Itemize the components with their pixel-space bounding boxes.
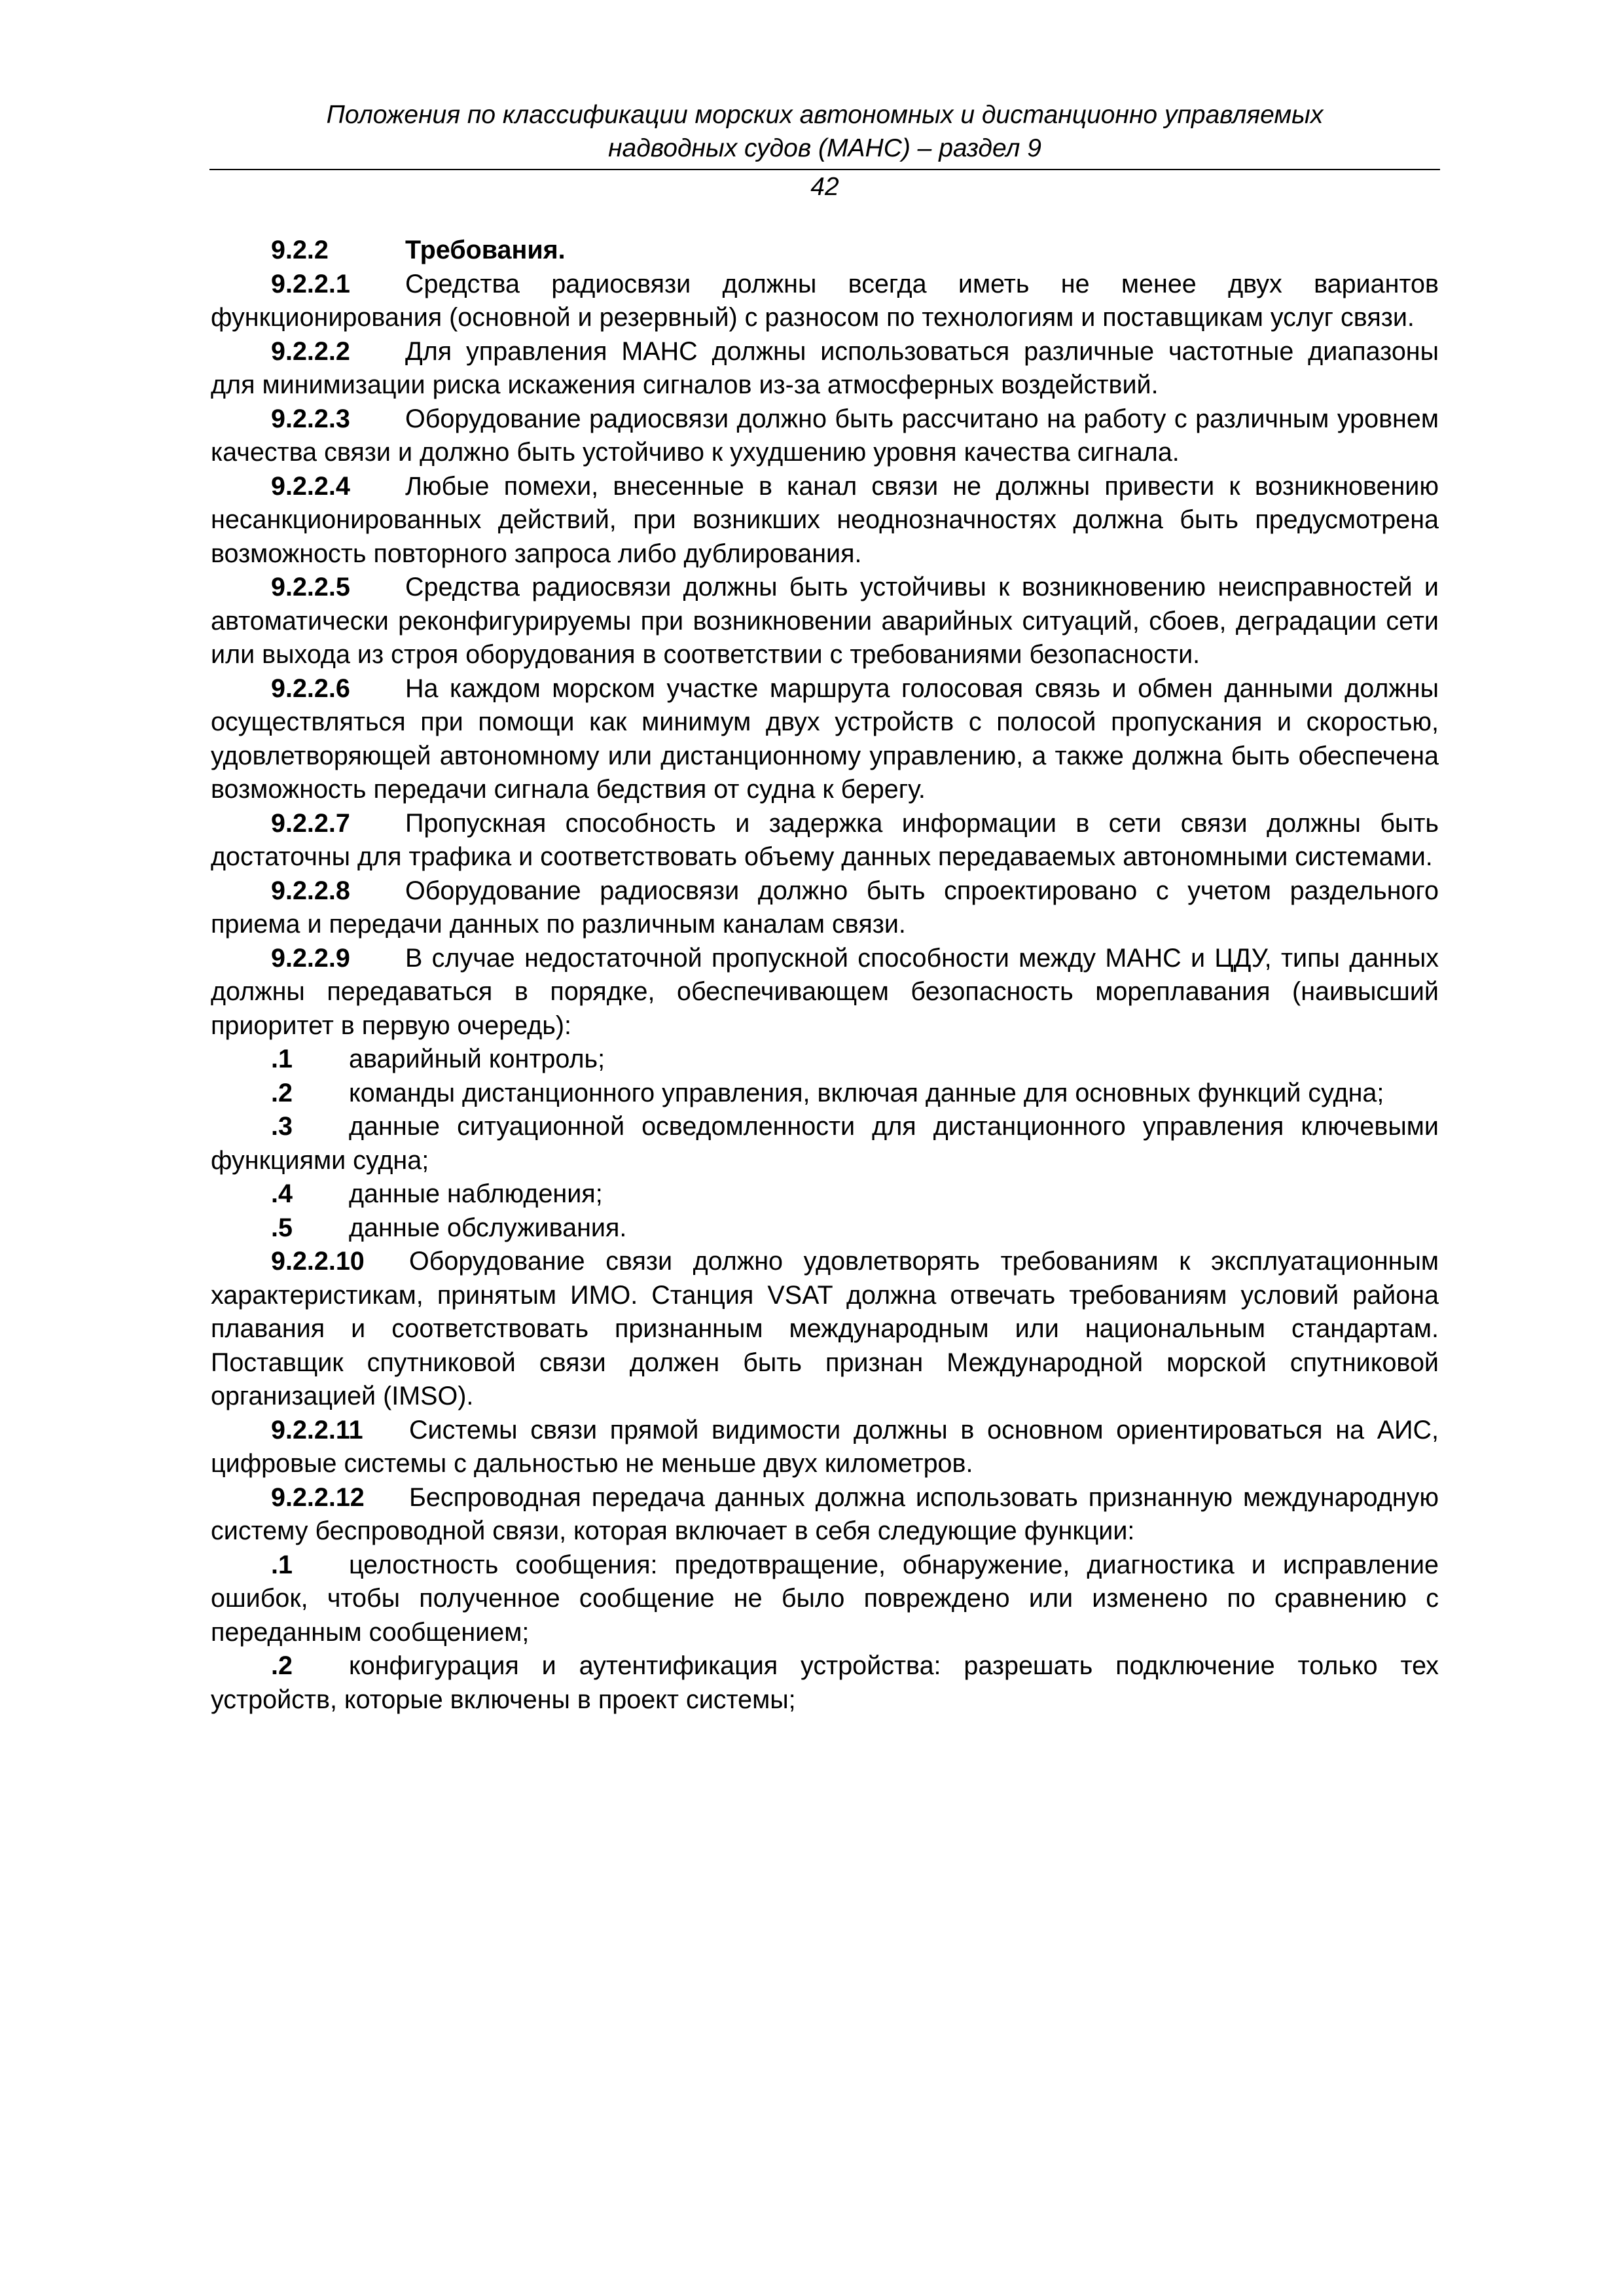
clause-number: 9.2.2.8 [271,876,350,905]
clause-text: Беспроводная передача данных должна использовать признанную международную систему беспроводной связи, которая включает в себя следующие функции: [211,1482,1439,1545]
paragraph-9-2-2-2 [211,335,1439,403]
list-number: .1 [271,1045,293,1073]
list-item [211,1077,1439,1111]
page-number: 42 [810,173,839,201]
list-item [211,1110,1439,1177]
clause-text: Средства радиосвязи должны всегда иметь не менее двух вариантов функционирования (основной и резервный) с разносом по технологиям и поставщикам услуг связи. [211,269,1439,332]
list-item [211,1649,1439,1717]
paragraph-9-2-2-8 [211,874,1439,942]
clause-text: В случае недостаточной пропускной способности между МАНС и ЦДУ, типы данных должны передаваться в порядке, обеспечивающем безопасность мореплавания (наивысший приоритет в первую очередь): [211,943,1439,1040]
clause-number: 9.2.2.3 [271,404,350,433]
clause-text: Системы связи прямой видимости должны в основном ориентироваться на АИС, цифровые системы с дальностью не меньше двух километров. [211,1415,1439,1478]
clause-number: 9.2.2.12 [271,1482,365,1512]
clause-text: Пропускная способность и задержка информации в сети связи должны быть достаточны для трафика и соответствовать объему данных передаваемых автономными системами. [211,808,1439,871]
list-number: .2 [271,1078,293,1107]
paragraph-9-2-2-7 [211,807,1439,874]
list-number: .4 [271,1179,293,1208]
paragraph-9-2-2-6 [211,672,1439,807]
clause-number: 9.2.2.5 [271,573,350,601]
list-item [211,1043,1439,1077]
paragraph-9-2-2-5 [211,571,1439,672]
paragraph-9-2-2-4 [211,470,1439,571]
clause-text: Оборудование связи должно удовлетворять требованиям к эксплуатационным характеристикам, принятым ИМО. Станция VSAT должна отвечать требованиям условий района плавания и соответствовать признанным международным или национальным стандартам. Поставщик спутниковой связи должен быть признан Международной морской спутниковой организацией (IMSO). [211,1247,1439,1410]
list-number: .5 [271,1213,293,1242]
paragraph-9-2-2-9 [211,942,1439,1043]
clause-number: 9.2.2.4 [271,471,350,501]
clause-number: 9.2.2.1 [271,269,350,298]
section-title: Требования. [405,236,566,264]
list-item [211,1211,1439,1246]
clause-text: На каждом морском участке маршрута голосовая связь и обмен данными должны осуществляться при помощи как минимум двух устройств с полосой пропускания и скоростью, удовлетворяющей автономному или дистанционному управлению, а также должна быть обеспечена возможность передачи сигнала бедствия от судна к берегу. [211,673,1439,804]
list-text: данные обслуживания. [349,1213,627,1242]
list-text: целостность сообщения: предотвращение, обнаружение, диагностика и исправление ошибок, чтобы полученное сообщение не было повреждено или изменено по сравнению с переданным сообщением; [211,1550,1439,1647]
section-heading [211,234,1439,268]
clause-number: 9.2.2.2 [271,336,350,366]
page-body [211,234,1439,1717]
clause-text: Средства радиосвязи должны быть устойчивы к возникновению неисправностей и автоматически реконфигурируемы при возникновении аварийных ситуаций, сбоев, деградации сети или выхода из строя оборудования в соответствии с требованиями безопасности. [211,573,1439,669]
clause-text: Любые помехи, внесенные в канал связи не должны привести к возникновению несанкционированных действий, при возникших неоднозначностях должна быть предусмотрена возможность повторного запроса либо дублирования. [211,471,1439,568]
list-item [211,1177,1439,1211]
paragraph-9-2-2-12 [211,1481,1439,1549]
list-number: .2 [271,1651,293,1680]
section-number: 9.2.2 [271,236,329,264]
list-text: данные ситуационной осведомленности для дистанционного управления ключевыми функциями судна; [211,1112,1439,1175]
clause-number: 9.2.2.7 [271,808,350,838]
running-header [209,98,1440,165]
clause-number: 9.2.2.10 [271,1247,365,1276]
clause-number: 9.2.2.11 [271,1415,363,1444]
list-text: конфигурация и аутентификация устройства: разрешать подключение только тех устройств, которые включены в проект системы; [211,1651,1439,1714]
clause-text: Оборудование радиосвязи должно быть рассчитано на работу с различным уровнем качества связи и должно быть устойчиво к ухудшению уровня качества сигнала. [211,404,1439,467]
list-text: данные наблюдения; [349,1179,603,1208]
clause-number: 9.2.2.9 [271,943,350,973]
clause-text: Для управления МАНС должны использоваться различные частотные диапазоны для минимизации риска искажения сигналов из-за атмосферных воздействий. [211,336,1439,399]
paragraph-9-2-2-10 [211,1245,1439,1414]
header-line-2: надводных судов (МАНС) – раздел 9 [608,134,1041,162]
clause-number: 9.2.2.6 [271,673,350,703]
paragraph-9-2-2-1 [211,268,1439,335]
list-item [211,1549,1439,1650]
list-number: .3 [271,1112,293,1141]
paragraph-9-2-2-11 [211,1414,1439,1481]
clause-text: Оборудование радиосвязи должно быть спроектировано с учетом раздельного приема и передачи данных по различным каналам связи. [211,876,1439,939]
list-text: команды дистанционного управления, включая данные для основных функций судна; [349,1078,1384,1107]
paragraph-9-2-2-3 [211,403,1439,470]
list-number: .1 [271,1550,293,1579]
header-line-1: Положения по классификации морских автономных и дистанционно управляемых [326,101,1324,129]
header-rule [209,169,1440,170]
list-text: аварийный контроль; [349,1045,605,1073]
